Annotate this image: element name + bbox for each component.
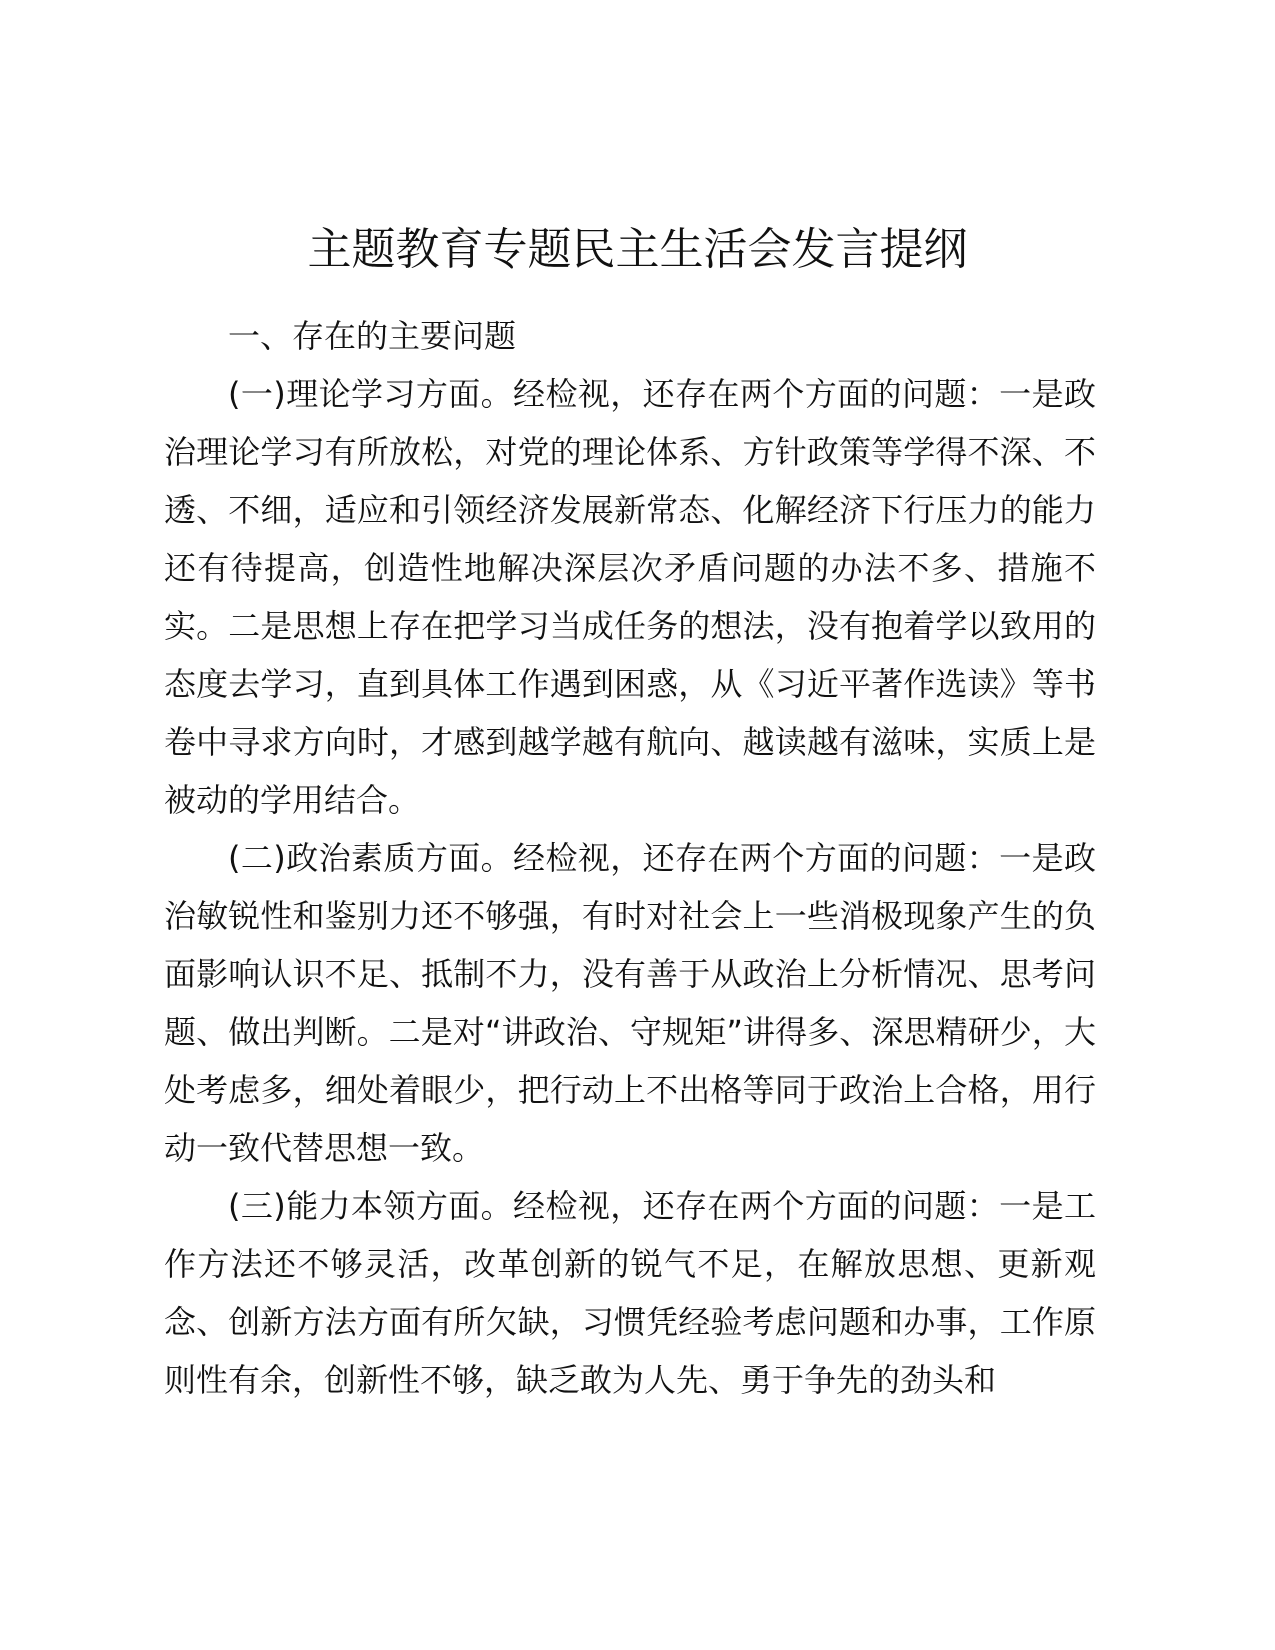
document-body <box>164 307 1096 1409</box>
paragraph-theory-study: (一)理论学习方面。经检视，还存在两个方面的问题：一是政治理论学习有所放松，对党的理论体系、方针政策等学得不深、不透、不细，适应和引领经济发展新常态、化解经济下行压力的能力还有待提高，创造性地解决深层次矛盾问题的办法不多、措施不实。二是思想上存在把学习当成任务的想法，没有抱着学以致用的态度去学习，直到具体工作遇到困惑，从《习近平著作选读》等书卷中寻求方向时，才感到越学越有航向、越读越有滋味，实质上是被动的学用结合。 <box>164 375 1096 819</box>
section-heading: 一、存在的主要问题 <box>228 317 517 355</box>
paragraph-political-quality: (二)政治素质方面。经检视，还存在两个方面的问题：一是政治敏锐性和鉴别力还不够强，有时对社会上一些消极现象产生的负面影响认识不足、抵制不力，没有善于从政治上分析情况、思考问题、做出判断。二是对“讲政治、守规矩”讲得多、深思精研少，大处考虑多，细处着眼少，把行动上不出格等同于政治上合格，用行动一致代替思想一致。 <box>164 839 1096 1167</box>
document-title: 主题教育专题民主生活会发言提纲 <box>307 224 968 275</box>
paragraph-ability-skills: (三)能力本领方面。经检视，还存在两个方面的问题：一是工作方法还不够灵活，改革创新的锐气不足，在解放思想、更新观念、创新方法方面有所欠缺，习惯凭经验考虑问题和办事，工作原则性有余，创新性不够，缺乏敢为人先、勇于争先的劲头和 <box>164 1187 1096 1399</box>
